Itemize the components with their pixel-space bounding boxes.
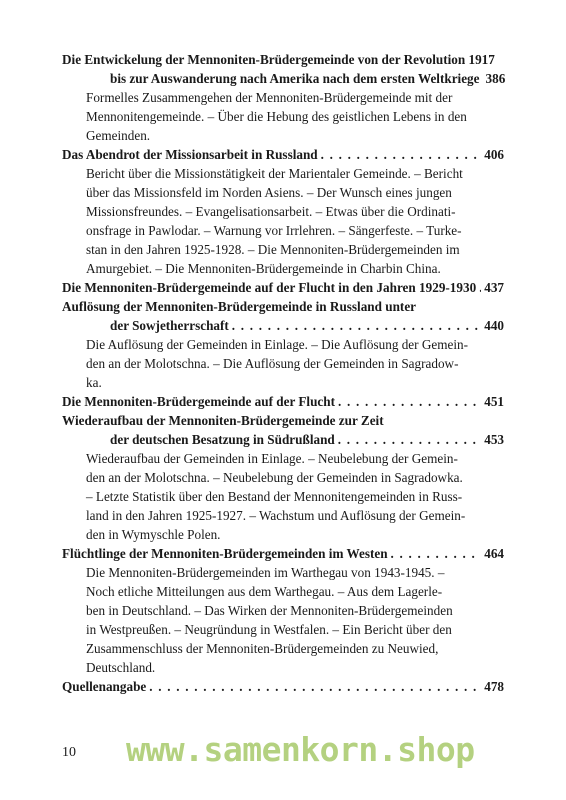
toc-entry	[62, 145, 504, 278]
dot-leader	[479, 278, 481, 297]
toc-entry-description	[62, 164, 504, 278]
toc-entry-description-line: ben in Deutschland. – Das Wirken der Mennoniten-Brüdergemeinden	[86, 603, 453, 618]
toc-entry-title-line	[62, 145, 504, 164]
toc-entry-description	[62, 449, 504, 544]
toc-entry-description-line: den in Wymyschle Polen.	[86, 527, 221, 542]
toc-entry-description-line: Zusammenschluss der Mennoniten-Brüdergemeinden zu Neuwied,	[86, 641, 439, 656]
toc-entry-title: Auflösung der Mennoniten-Brüdergemeinde in Russland unter	[62, 299, 417, 314]
toc-entry-title: Die Mennoniten-Brüdergemeinde auf der Flucht in den Jahren 1929-1930	[62, 280, 477, 295]
toc-entry-description-line: Die Auflösung der Gemeinden in Einlage. – Die Auflösung der Gemein-	[86, 337, 468, 352]
toc-entry-title-line	[62, 677, 504, 696]
toc-entry	[62, 297, 504, 392]
dot-leader	[149, 677, 481, 696]
toc-entry-page-number: 453	[484, 432, 504, 447]
toc-entry-title-line	[62, 69, 504, 88]
toc-entry-title-line	[62, 297, 504, 316]
dot-leader	[338, 430, 481, 449]
toc-entry-page-number: 440	[484, 318, 504, 333]
toc-entry-description-line: den an der Molotschna. – Die Auflösung der Gemeinden in Sagradow-	[86, 356, 459, 371]
toc-entry	[62, 411, 504, 544]
toc-entry-title: bis zur Auswanderung nach Amerika nach dem ersten Weltkriege	[110, 71, 480, 86]
table-of-contents	[62, 50, 504, 696]
toc-entry-title: Wiederaufbau der Mennoniten-Brüdergemeinde zur Zeit	[62, 413, 384, 428]
toc-entry	[62, 677, 504, 696]
toc-entry-description-line: Die Mennoniten-Brüdergemeinden im Warthegau von 1943-1945. –	[86, 565, 445, 580]
toc-entry-description-line: – Letzte Statistik über den Bestand der Mennonitengemeinden in Russ-	[86, 489, 463, 504]
toc-entry-page-number: 406	[484, 147, 504, 162]
toc-entry-title-line	[62, 430, 504, 449]
dot-leader	[321, 145, 482, 164]
toc-entry-title-line	[62, 392, 504, 411]
toc-entry	[62, 544, 504, 677]
toc-entry-page-number: 386	[485, 71, 506, 86]
toc-entry-description-line: Gemeinden.	[86, 128, 151, 143]
toc-entry-title-line	[62, 278, 504, 297]
toc-entry-page-number: 437	[484, 280, 504, 295]
toc-entry-description-line: Deutschland.	[86, 660, 156, 675]
toc-entry	[62, 392, 504, 411]
toc-entry-title-line	[62, 50, 504, 69]
toc-entry-title: der deutschen Besatzung in Südrußland	[110, 432, 335, 447]
toc-entry-page-number: 451	[484, 394, 504, 409]
toc-entry-description-line: stan in den Jahren 1925-1928. – Die Mennoniten-Brüdergemeinden im	[86, 242, 460, 257]
toc-entry-page-number: 478	[484, 679, 504, 694]
toc-entry-description-line: Bericht über die Missionstätigkeit der Marientaler Gemeinde. – Bericht	[86, 166, 463, 181]
toc-entry-title: Die Entwickelung der Mennoniten-Brüdergemeinde von der Revolution 1917	[62, 52, 495, 67]
toc-entry-description	[62, 88, 504, 145]
toc-entry-title: der Sowjetherrschaft	[110, 318, 229, 333]
dot-leader	[338, 392, 481, 411]
toc-entry-description-line: onsfrage in Pawlodar. – Warnung vor Irrlehren. – Sängerfeste. – Turke-	[86, 223, 462, 238]
toc-entry-description-line: Wiederaufbau der Gemeinden in Einlage. – Neubelebung der Gemein-	[86, 451, 458, 466]
toc-entry-title: Flüchtlinge der Mennoniten-Brüdergemeinden im Westen	[62, 546, 388, 561]
toc-entry-description-line: land in den Jahren 1925-1927. – Wachstum und Auflösung der Gemein-	[86, 508, 466, 523]
toc-entry-description-line: Noch etliche Mitteilungen aus dem Warthegau. – Aus dem Lagerle-	[86, 584, 443, 599]
toc-entry-description	[62, 335, 504, 392]
toc-entry-description	[62, 563, 504, 677]
toc-entry-title: Quellenangabe	[62, 679, 147, 694]
page-number: 10	[62, 745, 76, 760]
toc-entry-page-number: 464	[484, 546, 504, 561]
toc-entry-description-line: Mennonitengemeinde. – Über die Hebung des geistlichen Lebens in den	[86, 109, 467, 124]
toc-entry-description-line: Formelles Zusammengehen der Mennoniten-Brüdergemeinde mit der	[86, 90, 453, 105]
dot-leader	[232, 316, 481, 335]
toc-entry-title-line	[62, 544, 504, 563]
toc-entry-description-line: in Westpreußen. – Neugründung in Westfalen. – Ein Bericht über den	[86, 622, 452, 637]
toc-entry-title-line	[62, 411, 504, 430]
toc-entry-description-line: Missionsfreundes. – Evangelisationsarbeit. – Etwas über die Ordinati-	[86, 204, 456, 219]
toc-entry	[62, 50, 504, 145]
dot-leader	[391, 544, 482, 563]
toc-entry-title: Das Abendrot der Missionsarbeit in Russland	[62, 147, 318, 162]
watermark-text: www.samenkorn.shop	[126, 730, 475, 769]
toc-entry-description-line: den an der Molotschna. – Neubelebung der Gemeinden in Sagradowka.	[86, 470, 463, 485]
toc-entry-description-line: Amurgebiet. – Die Mennoniten-Brüdergemeinde in Charbin China.	[86, 261, 441, 276]
toc-entry-description-line: ka.	[86, 375, 102, 390]
toc-entry-description-line: über das Missionsfeld im Norden Asiens. – Der Wunsch eines jungen	[86, 185, 452, 200]
toc-entry-title-line	[62, 316, 504, 335]
toc-entry	[62, 278, 504, 297]
toc-entry-title: Die Mennoniten-Brüdergemeinde auf der Flucht	[62, 394, 336, 409]
